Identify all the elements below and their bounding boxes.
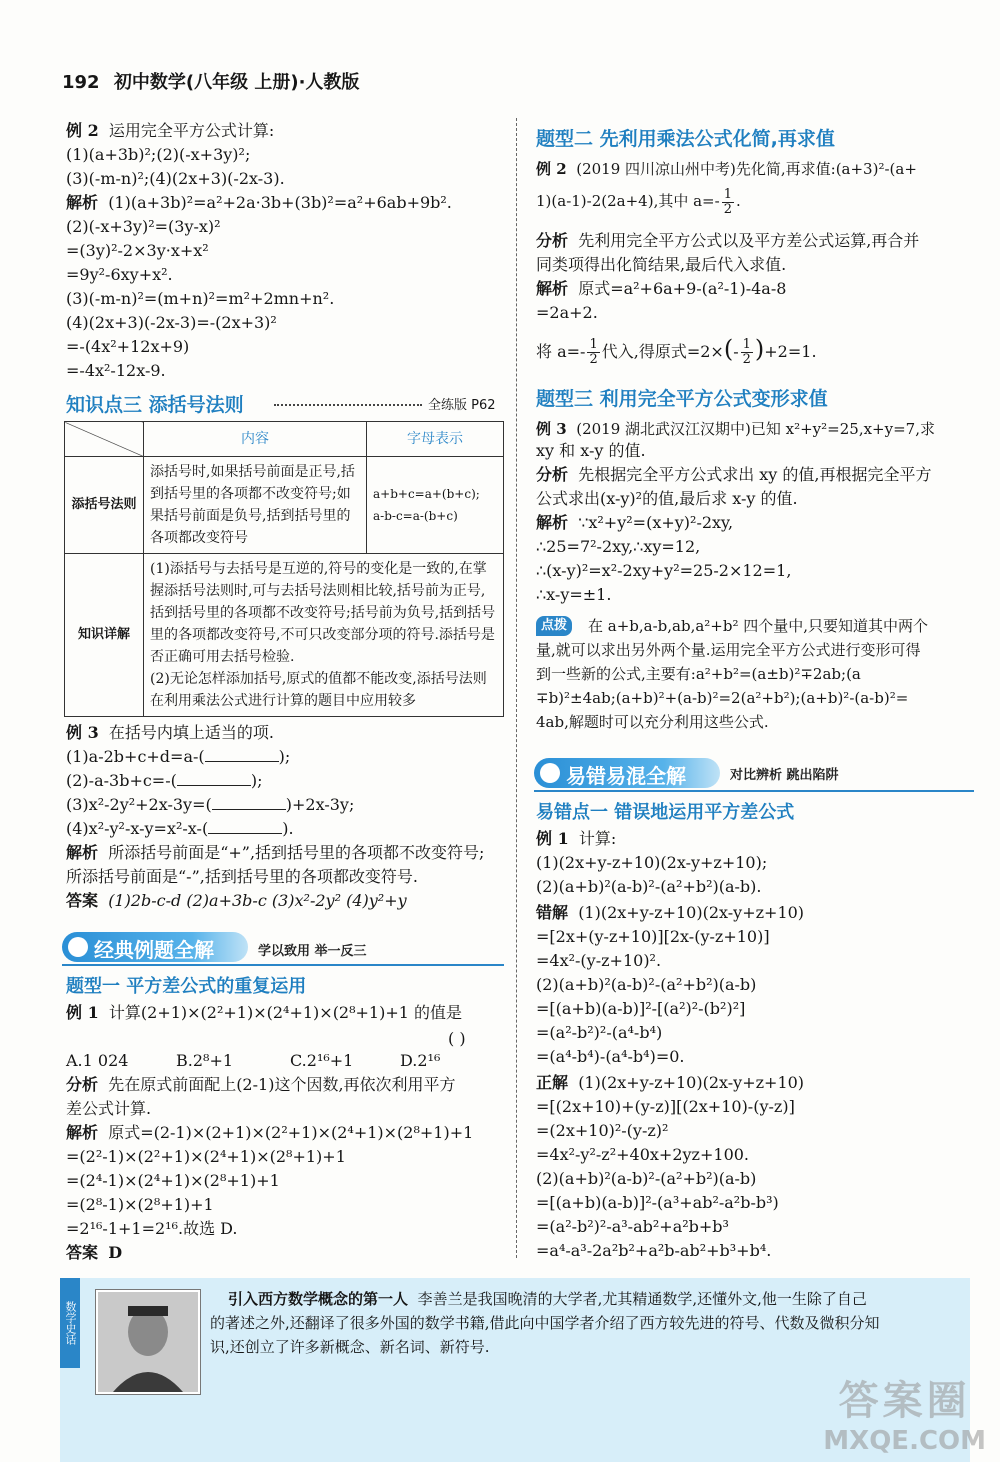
substitution-line: 将 a=- $\frac{1}{2}$ 代入,得原式=2×(- $\frac{1}{2}$ )+2=1. (536, 335, 817, 367)
tip-line: 在 a+b,a-b,ab,a²+b² 四个量中,只要知道其中两个 (588, 617, 929, 635)
tip-line: 量,就可以求出另外两个量.运用完全平方公式进行变形可得 (536, 641, 921, 659)
solution-line: 解析 原式=a²+6a+9-(a²-1)-4a-8 (536, 279, 787, 298)
fraction: $\frac{1}{2}$ (742, 337, 751, 367)
table-corner (65, 422, 144, 457)
answer-blank[interactable] (208, 833, 282, 834)
fraction: $\frac{1}{2}$ (723, 186, 732, 217)
solution-line: 所添括号前面是“-”,括到括号里的各项都改变符号. (66, 867, 418, 886)
column-divider (516, 118, 517, 1258)
option-b[interactable]: B.2⁸+1 (176, 1051, 234, 1070)
option-d[interactable]: D.2¹⁶ (400, 1051, 441, 1070)
section-banner-errors: 易错易混全解 (534, 758, 720, 788)
answer-blank[interactable] (212, 809, 286, 810)
analysis-line: 分析 先在原式前面配上(2-1)这个因数,再依次利用平方 (66, 1075, 456, 1094)
table-cell: (1)添括号与去括号是互逆的,符号的变化是一致的,在掌握添括号法则时,可与去括号法则相比较,括号前为正号,括到括号里的各项都不改变符号;括号前为负号,括到括号里的各项都改变符号,不可只改变部分项的符号.添括号是否正确可用去括号检验. (2)无论怎样添加括号,原式的值都不能改变,添括号法则在利用乘法公式进行计算的题目中应用较多 (144, 554, 504, 717)
error-point-1-title: 易错点一 错误地运用平方差公式 (536, 802, 795, 823)
question-type-2-title: 题型二 先利用乘法公式化简,再求值 (536, 128, 835, 150)
math-line: (3)(-m-n)²;(4)(2x+3)(-2x-3). (66, 169, 285, 188)
wrong-solution-line: 错解 (1)(2x+y-z+10)(2x-y+z+10) (536, 903, 805, 922)
fraction: $\frac{1}{2}$ (589, 337, 598, 367)
solution-line: 解析 所添括号前面是“+”,括到括号里的各项都不改变符号; (66, 843, 485, 862)
math-line: =2¹⁶-1+1=2¹⁶.故选 D. (66, 1219, 238, 1238)
math-line: (1)(a+3b)²;(2)(-x+3y)²; (66, 145, 251, 164)
section-banner-classic: 经典例题全解 (62, 932, 248, 962)
solution-line: 解析 (1)(a+3b)²=a²+2a·3b+(3b)²=a²+6ab+9b². (66, 193, 452, 212)
math-line: (4)(2x+3)(-2x-3)=-(2x+3)² (66, 313, 277, 332)
math-history-tab: 数学史话 (60, 1278, 80, 1368)
math-line: (2)(a+b)²(a-b)²-(a²+b²)(a-b). (536, 877, 762, 896)
analysis-line: 分析 先利用完全平方公式以及平方差公式运算,再合并 (536, 231, 920, 250)
fill-blank-line: (3)x²-2y²+2x-3y=( )+2x-3y; (66, 795, 355, 814)
example-1-prompt: 例 1 计算(2+1)×(2²+1)×(2⁴+1)×(2⁸+1)+1 的值是 (66, 1003, 463, 1022)
table-cell: 添括号时,如果括号前面是正号,括到括号里的各项都不改变符号;如果括号前面是负号,括到括号里的各项都改变符号 (144, 457, 367, 554)
math-line: (3)(-m-n)²=(m+n)²=m²+2mn+n². (66, 289, 335, 308)
example-2-prompt: 例 2 运用完全平方公式计算: (66, 121, 275, 140)
portrait-image (96, 1290, 200, 1394)
fill-blank-line: (2)-a-3b+c=-( ); (66, 771, 263, 790)
speaker-icon (540, 763, 560, 783)
table-header: 内容 (144, 422, 367, 457)
option-c[interactable]: C.2¹⁶+1 (290, 1051, 354, 1070)
math-line: =(a⁴-b⁴)-(a⁴-b⁴)=0. (536, 1047, 685, 1066)
math-line: =(3y)²-2×3y·x+x² (66, 241, 209, 260)
solution-line: 解析 原式=(2-1)×(2+1)×(2²+1)×(2⁴+1)×(2⁸+1)+1 (66, 1123, 474, 1142)
tip-line: ∓b)²±4ab;(a+b)²+(a-b)²=2(a²+b²);(a+b)²-(a-b)²= (536, 689, 909, 707)
history-line: 的著述之外,还翻译了很多外国的数学书籍,借此向中国学者介绍了西方较先进的符号、代数及微积分知 (210, 1314, 880, 1332)
math-line: =9y²-6xy+x². (66, 265, 173, 284)
analysis-line: 公式求出(x-y)²的值,最后求 x-y 的值. (536, 489, 798, 508)
math-line: =-4x²-12x-9. (66, 361, 166, 380)
tip-line: 4ab,解题时可以充分利用这些公式. (536, 713, 769, 731)
example-1-prompt: 例 1 计算: (536, 829, 617, 848)
knowledge-point-3-title: 知识点三 添括号法则 (66, 394, 244, 416)
question-type-1-title: 题型一 平方差公式的重复运用 (66, 976, 307, 997)
math-line: (1)(2x+y-z+10)(2x-y+z+10); (536, 853, 768, 872)
table-header: 字母表示 (367, 422, 504, 457)
example-3-prompt: 例 3 (2019 湖北武汉江汉期中)已知 x²+y²=25,x+y=7,求 (536, 420, 935, 438)
math-line: =[2x+(y-z+10)][2x-(y-z+10)] (536, 927, 770, 946)
math-line: =4x²-y²-z²+40x+2yz+100. (536, 1145, 750, 1164)
portrait-icon (98, 1292, 198, 1392)
math-line: =2a+2. (536, 303, 598, 322)
math-line: =(2x+10)²-(y-z)² (536, 1121, 669, 1140)
section-subtitle: 学以致用 举一反三 (258, 944, 367, 959)
dotted-leader (274, 404, 422, 406)
math-line: =[(2x+10)+(y-z)][(2x+10)-(y-z)] (536, 1097, 795, 1116)
math-line: =a⁴-a³-2a²b²+a²b-ab²+b³+b⁴. (536, 1241, 772, 1260)
math-line: xy 和 x-y 的值. (536, 441, 646, 460)
answer-blank[interactable] (177, 785, 251, 786)
analysis-line: 同类项得出化简结果,最后代入求值. (536, 255, 787, 274)
math-line: (2)(-x+3y)²=(3y-x)² (66, 217, 221, 236)
example-2-prompt: 例 2 (2019 四川凉山州中考)先化简,再求值:(a+3)²-(a+ (536, 160, 917, 178)
history-line: 引入西方数学概念的第一人 李善兰是我国晚清的大学者,尤其精通数学,还懂外文,他一生除了自己 (228, 1290, 867, 1308)
answer-line: 答案 (1)2b-c-d (2)a+3b-c (3)x²-2y² (4)y²+y (66, 891, 407, 910)
example-3-prompt: 例 3 在括号内填上适当的项. (66, 723, 274, 742)
correct-solution-line: 正解 (1)(2x+y-z+10)(2x-y+z+10) (536, 1073, 805, 1092)
math-line: ∴(x-y)²=x²-2xy+y²=25-2×12=1, (536, 561, 792, 580)
section-rule (62, 964, 504, 966)
speaker-icon (68, 937, 88, 957)
section-rule (534, 790, 974, 792)
history-line: 识,还创立了许多新概念、新名词、新符号. (210, 1338, 490, 1356)
table-row-head: 添括号法则 (65, 457, 144, 554)
tip-badge: 点拨 (536, 616, 572, 636)
table-cell-formula: a+b+c=a+(b+c); a-b-c=a-(b+c) (367, 457, 504, 554)
tip-line: 到一些新的公式,主要有:a²+b²=(a±b)²∓2ab;(a (536, 665, 861, 683)
math-line: =-(4x²+12x+9) (66, 337, 190, 356)
section-subtitle: 对比辨析 跳出陷阱 (730, 768, 839, 783)
fill-blank-line: (4)x²-y²-x-y=x²-x-( ). (66, 819, 294, 838)
solution-line: 解析 ∵x²+y²=(x+y)²-2xy, (536, 513, 734, 532)
math-line: (2)(a+b)²(a-b)²-(a²+b²)(a-b) (536, 1169, 757, 1188)
math-line: ∴x-y=±1. (536, 585, 612, 604)
math-line: (2)(a+b)²(a-b)²-(a²+b²)(a-b) (536, 975, 757, 994)
practice-ref: 全练版 P62 (428, 398, 496, 413)
math-line: ∴25=7²-2xy,∴xy=12, (536, 537, 701, 556)
fill-blank-line: (1)a-2b+c+d=a-( ); (66, 747, 291, 766)
bracket-rule-table (64, 421, 504, 717)
option-a[interactable]: A.1 024 (66, 1051, 129, 1070)
math-line: =[(a+b)(a-b)]²-[(a²)²-(b²)²] (536, 999, 746, 1018)
page-number: 192 (62, 72, 100, 93)
math-line: =(a²-b²)²-a³-ab²+a²b+b³ (536, 1217, 729, 1236)
math-line: =[(a+b)(a-b)]²-(a³+ab²-a²b-b³) (536, 1193, 779, 1212)
watermark-logo: 答案圈 MXQE.COM (823, 1378, 986, 1456)
book-title: 初中数学(八年级 上册)·人教版 (113, 72, 360, 93)
answer-paren: ( ) (448, 1029, 466, 1048)
analysis-line: 差公式计算. (66, 1099, 152, 1118)
answer-blank[interactable] (205, 761, 279, 762)
question-type-3-title: 题型三 利用完全平方公式变形求值 (536, 388, 828, 410)
page-header (62, 68, 359, 94)
math-line: =(2⁸-1)×(2⁸+1)+1 (66, 1195, 214, 1214)
math-line: =4x²-(y-z+10)². (536, 951, 662, 970)
example-2-line: 1)(a-1)-2(2a+4),其中 a=- $\frac{1}{2}$ . (536, 186, 741, 217)
math-line: =(2⁴-1)×(2⁴+1)×(2⁸+1)+1 (66, 1171, 280, 1190)
math-line: =(a²-b²)²-(a⁴-b⁴) (536, 1023, 663, 1042)
answer-line: 答案 D (66, 1243, 123, 1262)
analysis-line: 分析 先根据完全平方公式求出 xy 的值,再根据完全平方 (536, 465, 932, 484)
table-row-head: 知识详解 (65, 554, 144, 717)
math-line: =(2²-1)×(2²+1)×(2⁴+1)×(2⁸+1)+1 (66, 1147, 346, 1166)
